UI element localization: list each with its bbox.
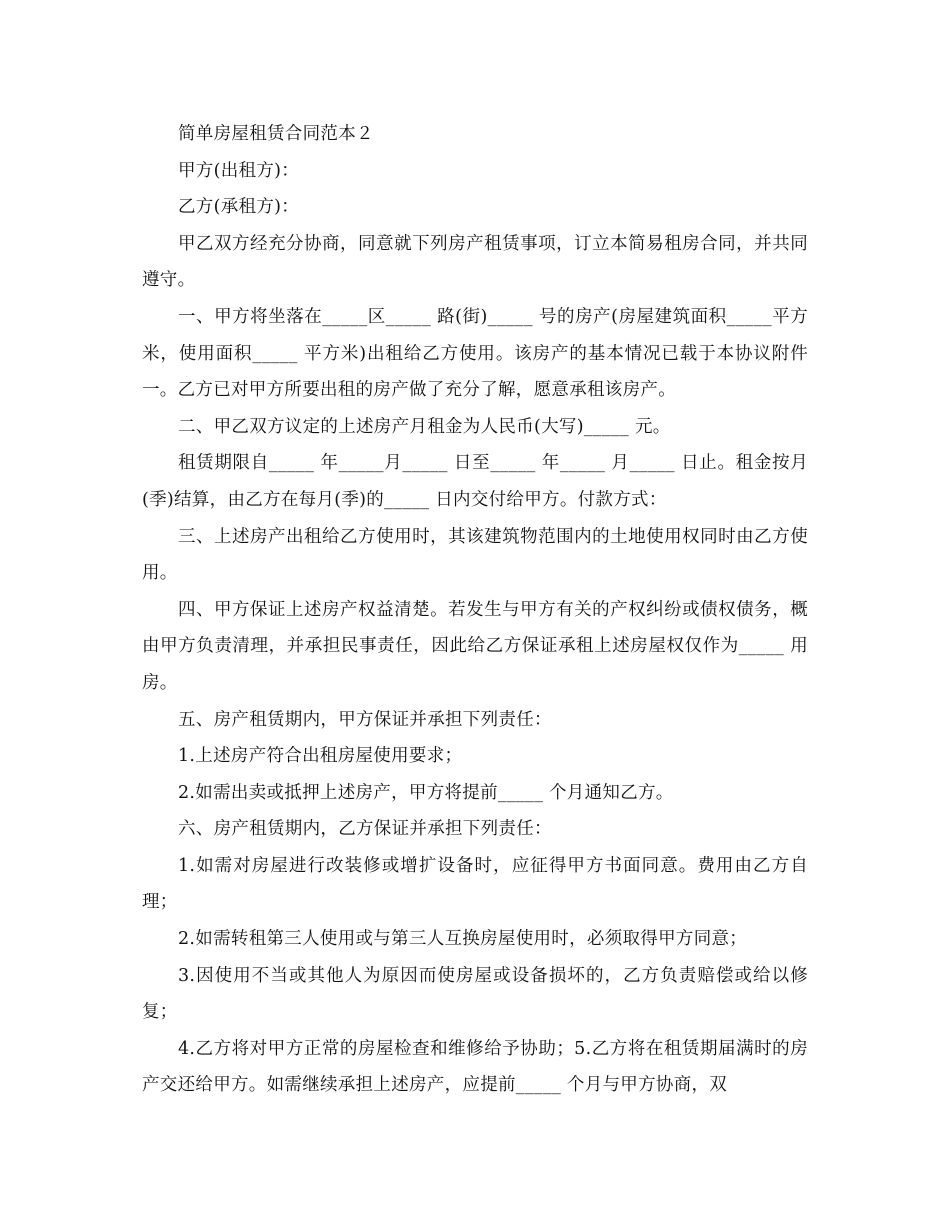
lease-term-paragraph: 租赁期限自_____ 年_____月_____ 日至_____ 年_____ 月_____ 日止。租金按月(季)结算，由乙方在每月(季)的_____ 日内交付给甲方。付款方式： xyxy=(142,453,808,510)
clause-2-rent: 二、甲乙双方议定的上述房产月租金为人民币(大写)_____ 元。 xyxy=(178,416,671,437)
clause-5-item-2: 2.如需出卖或抵押上述房产，甲方将提前_____ 个月通知乙方。 xyxy=(178,782,674,803)
clause-4-title-guarantee: 四、甲方保证上述房产权益清楚。若发生与甲方有关的产权纠纷或债权债务，概由甲方负责清理，并承担民事责任，因此给乙方保证承租上述房屋权仅作为_____ 用房。 xyxy=(142,599,808,693)
party-a-line: 甲方(出租方)： xyxy=(178,160,300,181)
preamble-paragraph: 甲乙双方经充分协商，同意就下列房产租赁事项，订立本简易租房合同，并共同遵守。 xyxy=(142,233,808,291)
clause-1-property: 一、甲方将坐落在_____区_____ 路(街)_____ 号的房产(房屋建筑面积_____平方米，使用面积_____ 平方米)出租给乙方使用。该房产的基本情况已载于本协议附件一。乙方已对甲方所要出租的房产做了充分了解，愿意承租该房产。 xyxy=(142,306,808,401)
clause-5-item-1: 1.上述房产符合出租房屋使用要求； xyxy=(178,746,463,767)
document-title: 简单房屋租赁合同范本２ xyxy=(178,124,374,144)
document-body xyxy=(142,116,808,1104)
clause-3-land-use: 三、上述房产出租给乙方使用时，其该建筑物范围内的土地使用权同时由乙方使用。 xyxy=(142,526,808,584)
clause-6-item-1: 1.如需对房屋进行改装修或增扩设备时，应征得甲方书面同意。费用由乙方自理； xyxy=(142,855,808,913)
clause-5-heading: 五、房产租赁期内，甲方保证并承担下列责任： xyxy=(178,709,552,730)
clause-6-item-3: 3.因使用不当或其他人为原因而使房屋或设备损坏的，乙方负责赔偿或给以修复； xyxy=(142,965,808,1023)
clause-6-heading: 六、房产租赁期内，乙方保证并承担下列责任： xyxy=(178,819,552,840)
party-b-line: 乙方(承租方)： xyxy=(178,197,300,218)
clause-6-item-4-5: 4.乙方将对甲方正常的房屋检查和维修给予协助；5.乙方将在租赁期届满时的房产交还给甲方。如需继续承担上述房产，应提前_____ 个月与甲方协商，双 xyxy=(142,1038,808,1096)
clause-6-item-2: 2.如需转租第三人使用或与第三人互换房屋使用时，必须取得甲方同意； xyxy=(178,929,748,950)
